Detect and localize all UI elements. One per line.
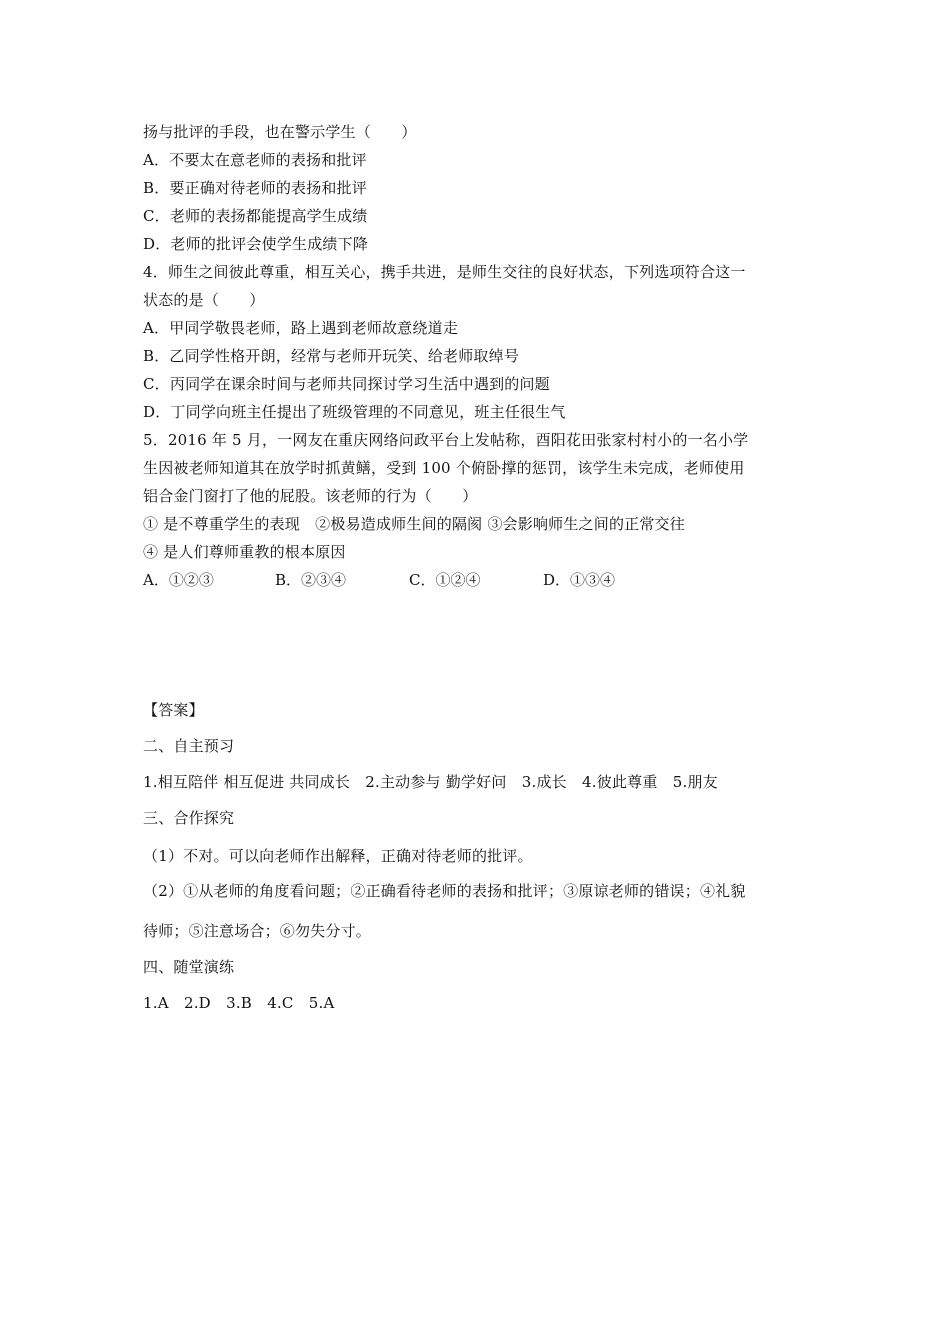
section-3-answer-2-line2: 待师；⑤注意场合；⑥勿失分寸。: [143, 922, 372, 940]
q5-statements-line1: ① 是不尊重学生的表现 ②极易造成师生间的隔阂 ③会影响师生之间的正常交往: [143, 515, 685, 533]
q4-stem-line1: 4．师生之间彼此尊重，相互关心，携手共进，是师生交往的良好状态，下列选项符合这一: [143, 263, 746, 281]
q5-option-d: D．①③④: [543, 571, 616, 589]
q3-option-d: D．老师的批评会使学生成绩下降: [143, 235, 369, 253]
q5-option-a: A．①②③: [143, 571, 214, 589]
q5-option-c: C．①②④: [409, 571, 481, 589]
q5-stem-line3: 铝合金门窗打了他的屁股。该老师的行为（ ）: [143, 487, 478, 505]
q5-stem-line2: 生因被老师知道其在放学时抓黄鳝，受到 100 个俯卧撑的惩罚，该学生未完成，老师使用: [143, 459, 745, 477]
q4-option-c: C．丙同学在课余时间与老师共同探讨学习生活中遇到的问题: [143, 375, 550, 393]
q4-option-d: D．丁同学向班主任提出了班级管理的不同意见，班主任很生气: [143, 403, 566, 421]
answer-heading: 【答案】: [143, 701, 204, 719]
section-3-title: 三、合作探究: [143, 809, 235, 827]
q3-stem-tail: 扬与批评的手段，也在警示学生（ ）: [143, 123, 417, 141]
q4-stem-line2: 状态的是（ ）: [143, 291, 265, 309]
section-4-title: 四、随堂演练: [143, 958, 235, 976]
q4-option-b: B．乙同学性格开朗，经常与老师开玩笑、给老师取绰号: [143, 347, 520, 365]
q3-option-a: A．不要太在意老师的表扬和批评: [143, 151, 367, 169]
section-3-answer-1: （1）不对。可以向老师作出解释，正确对待老师的批评。: [143, 847, 533, 865]
q3-option-b: B．要正确对待老师的表扬和批评: [143, 179, 368, 197]
section-4-answers: 1.A 2.D 3.B 4.C 5.A: [143, 994, 335, 1012]
q5-options-row: [143, 570, 823, 590]
section-2-answers: 1.相互陪伴 相互促进 共同成长 2.主动参与 勤学好问 3.成长 4.彼此尊重 5.朋友: [143, 773, 718, 791]
q4-option-a: A．甲同学敬畏老师，路上遇到老师故意绕道走: [143, 319, 459, 337]
q5-option-b: B．②③④: [275, 571, 347, 589]
q3-option-c: C．老师的表扬都能提高学生成绩: [143, 207, 368, 225]
q5-stem-line1: 5．2016 年 5 月，一网友在重庆网络问政平台上发帖称，酉阳花田张家村村小的一名小学: [143, 431, 749, 449]
q5-statements-line2: ④ 是人们尊师重教的根本原因: [143, 543, 346, 561]
section-3-answer-2-line1: （2）①从老师的角度看问题；②正确看待老师的表扬和批评；③原谅老师的错误；④礼貌: [143, 882, 746, 900]
section-2-title: 二、自主预习: [143, 737, 235, 755]
